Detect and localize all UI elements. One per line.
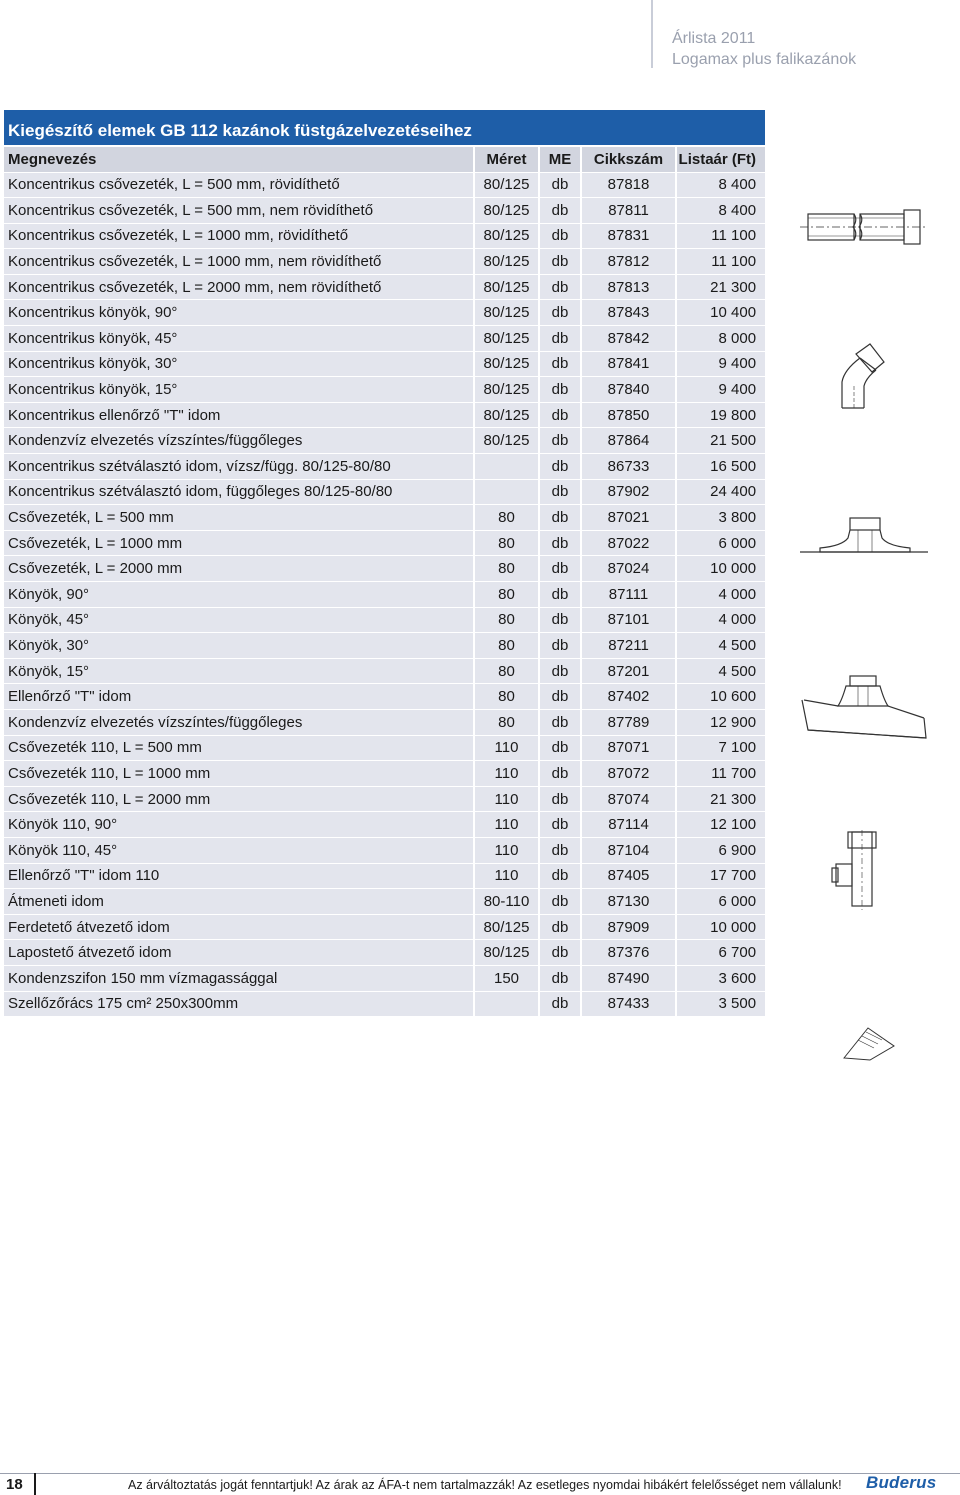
cell-size: 110 <box>474 786 539 812</box>
cell-unit: db <box>539 991 581 1017</box>
cell-name: Koncentrikus szétválasztó idom, vízsz/függ. 80/125-80/80 <box>4 454 474 480</box>
cell-code: 87909 <box>581 914 676 940</box>
price-table <box>4 110 765 1017</box>
cell-code: 87101 <box>581 607 676 633</box>
table-row <box>4 658 765 684</box>
cell-price: 3 800 <box>676 505 765 531</box>
cell-unit: db <box>539 300 581 326</box>
column-header-name: Megnevezés <box>4 146 474 172</box>
cell-size: 80/125 <box>474 377 539 403</box>
cell-name: Lapostető átvezető idom <box>4 940 474 966</box>
cell-code: 87071 <box>581 735 676 761</box>
cell-price: 8 000 <box>676 326 765 352</box>
cell-unit: db <box>539 889 581 915</box>
cell-size: 80/125 <box>474 914 539 940</box>
cell-name: Csővezeték, L = 2000 mm <box>4 556 474 582</box>
cell-price: 4 500 <box>676 633 765 659</box>
cell-code: 87864 <box>581 428 676 454</box>
cell-unit: db <box>539 377 581 403</box>
table-row <box>4 684 765 710</box>
cell-name: Kondenzvíz elvezetés vízszíntes/függőleges <box>4 709 474 735</box>
cell-price: 9 400 <box>676 377 765 403</box>
table-row <box>4 633 765 659</box>
cell-unit: db <box>539 556 581 582</box>
cell-price: 4 000 <box>676 582 765 608</box>
header-divider <box>651 0 653 68</box>
cell-unit: db <box>539 735 581 761</box>
cell-price: 12 900 <box>676 709 765 735</box>
cell-unit: db <box>539 172 581 198</box>
footer-disclaimer: Az árváltoztatás jogát fenntartjuk! Az árak az ÁFA-t nem tartalmazzák! Az esetleges nyomdai hibákért felelősséget nem vállalunk! <box>128 1478 842 1492</box>
cell-size: 80 <box>474 505 539 531</box>
cell-code: 87022 <box>581 530 676 556</box>
cell-name: Kondenzvíz elvezetés vízszíntes/függőleges <box>4 428 474 454</box>
cell-unit: db <box>539 326 581 352</box>
cell-size: 80/125 <box>474 326 539 352</box>
table-row <box>4 761 765 787</box>
cell-name: Kondenzszifon 150 mm vízmagassággal <box>4 965 474 991</box>
table-row <box>4 274 765 300</box>
column-header-size: Méret <box>474 146 539 172</box>
cell-price: 16 500 <box>676 454 765 480</box>
cell-code: 87840 <box>581 377 676 403</box>
concentric-elbow-drawing <box>830 342 892 410</box>
cell-unit: db <box>539 786 581 812</box>
table-row <box>4 172 765 198</box>
cell-size: 110 <box>474 761 539 787</box>
cell-unit: db <box>539 428 581 454</box>
cell-price: 10 400 <box>676 300 765 326</box>
cell-code: 87902 <box>581 479 676 505</box>
cell-unit: db <box>539 607 581 633</box>
table-row <box>4 351 765 377</box>
table-row <box>4 249 765 275</box>
cell-size: 80 <box>474 582 539 608</box>
table-row <box>4 454 765 480</box>
cell-name: Csővezeték, L = 1000 mm <box>4 530 474 556</box>
cell-price: 9 400 <box>676 351 765 377</box>
cell-unit: db <box>539 658 581 684</box>
cell-size: 80/125 <box>474 402 539 428</box>
cell-unit: db <box>539 505 581 531</box>
cell-name: Csővezeték, L = 500 mm <box>4 505 474 531</box>
cell-price: 4 000 <box>676 607 765 633</box>
table-row <box>4 940 765 966</box>
cell-price: 3 500 <box>676 991 765 1017</box>
table-row <box>4 914 765 940</box>
cell-unit: db <box>539 479 581 505</box>
cell-unit: db <box>539 914 581 940</box>
cell-size: 110 <box>474 837 539 863</box>
pitched-roof-flashing-drawing <box>798 670 930 740</box>
table-row <box>4 505 765 531</box>
cell-unit: db <box>539 812 581 838</box>
table-row <box>4 812 765 838</box>
cell-size: 80/125 <box>474 428 539 454</box>
brand-logo: Buderus <box>866 1473 937 1492</box>
cell-code: 87405 <box>581 863 676 889</box>
table-row <box>4 223 765 249</box>
cell-price: 17 700 <box>676 863 765 889</box>
cell-price: 19 800 <box>676 402 765 428</box>
table-row <box>4 863 765 889</box>
cell-price: 21 300 <box>676 274 765 300</box>
cell-price: 10 000 <box>676 914 765 940</box>
cell-name: Koncentrikus könyök, 30° <box>4 351 474 377</box>
cell-size: 80/125 <box>474 198 539 224</box>
cell-code: 87789 <box>581 709 676 735</box>
cell-size: 110 <box>474 812 539 838</box>
cell-name: Koncentrikus könyök, 90° <box>4 300 474 326</box>
cell-unit: db <box>539 940 581 966</box>
cell-name: Csővezeték 110, L = 500 mm <box>4 735 474 761</box>
cell-price: 12 100 <box>676 812 765 838</box>
cell-code: 87818 <box>581 172 676 198</box>
table-row <box>4 198 765 224</box>
cell-name: Könyök, 15° <box>4 658 474 684</box>
cell-code: 87402 <box>581 684 676 710</box>
table-row <box>4 428 765 454</box>
cell-price: 3 600 <box>676 965 765 991</box>
document-header <box>672 28 952 70</box>
cell-name: Koncentrikus csővezeték, L = 500 mm, rövidíthető <box>4 172 474 198</box>
cell-name: Ferdetető átvezető idom <box>4 914 474 940</box>
cell-unit: db <box>539 684 581 710</box>
cell-name: Csővezeték 110, L = 1000 mm <box>4 761 474 787</box>
cell-unit: db <box>539 965 581 991</box>
cell-price: 8 400 <box>676 198 765 224</box>
cell-size: 80/125 <box>474 274 539 300</box>
cell-name: Koncentrikus szétválasztó idom, függőleges 80/125-80/80 <box>4 479 474 505</box>
cell-size: 80 <box>474 658 539 684</box>
table-row <box>4 991 765 1017</box>
cell-code: 87831 <box>581 223 676 249</box>
cell-name: Koncentrikus csővezeték, L = 1000 mm, nem rövidíthető <box>4 249 474 275</box>
header-title: Árlista 2011 <box>672 30 756 47</box>
cell-price: 10 600 <box>676 684 765 710</box>
cell-code: 87104 <box>581 837 676 863</box>
cell-code: 86733 <box>581 454 676 480</box>
cell-code: 87111 <box>581 582 676 608</box>
footer-divider <box>0 1473 960 1474</box>
cell-price: 6 000 <box>676 530 765 556</box>
cell-unit: db <box>539 582 581 608</box>
header-subtitle: Logamax plus falikazánok <box>672 51 857 68</box>
cell-name: Koncentrikus csővezeték, L = 2000 mm, nem rövidíthető <box>4 274 474 300</box>
cell-price: 11 700 <box>676 761 765 787</box>
cell-code: 87812 <box>581 249 676 275</box>
table-row <box>4 889 765 915</box>
table-row <box>4 786 765 812</box>
cell-unit: db <box>539 709 581 735</box>
cell-name: Ellenőrző "T" idom <box>4 684 474 710</box>
cell-price: 11 100 <box>676 249 765 275</box>
table-row <box>4 735 765 761</box>
cell-size: 80/125 <box>474 249 539 275</box>
cell-code: 87130 <box>581 889 676 915</box>
cell-unit: db <box>539 274 581 300</box>
cell-code: 87024 <box>581 556 676 582</box>
table-row <box>4 326 765 352</box>
cell-unit: db <box>539 198 581 224</box>
cell-name: Ellenőrző "T" idom 110 <box>4 863 474 889</box>
table-row <box>4 300 765 326</box>
ventilation-grille-drawing <box>838 1020 900 1064</box>
cell-size: 150 <box>474 965 539 991</box>
cell-unit: db <box>539 530 581 556</box>
cell-size: 80 <box>474 556 539 582</box>
cell-name: Könyök 110, 45° <box>4 837 474 863</box>
cell-size <box>474 991 539 1017</box>
cell-size: 80 <box>474 633 539 659</box>
table-row <box>4 377 765 403</box>
cell-price: 10 000 <box>676 556 765 582</box>
cell-name: Könyök, 45° <box>4 607 474 633</box>
concentric-pipe-drawing <box>800 204 928 250</box>
cell-size: 80-110 <box>474 889 539 915</box>
cell-code: 87490 <box>581 965 676 991</box>
table-row <box>4 402 765 428</box>
table-title-row <box>4 110 765 146</box>
cell-name: Szellőzőrács 175 cm² 250x300mm <box>4 991 474 1017</box>
cell-code: 87433 <box>581 991 676 1017</box>
cell-size: 110 <box>474 863 539 889</box>
table-row <box>4 582 765 608</box>
cell-unit: db <box>539 633 581 659</box>
table-header-row <box>4 146 765 172</box>
cell-unit: db <box>539 351 581 377</box>
cell-name: Koncentrikus ellenőrző "T" idom <box>4 402 474 428</box>
cell-price: 11 100 <box>676 223 765 249</box>
flat-roof-flashing-drawing <box>800 516 928 556</box>
cell-name: Könyök, 30° <box>4 633 474 659</box>
cell-name: Könyök 110, 90° <box>4 812 474 838</box>
cell-code: 87211 <box>581 633 676 659</box>
cell-size <box>474 454 539 480</box>
cell-size: 80/125 <box>474 223 539 249</box>
cell-price: 7 100 <box>676 735 765 761</box>
column-header-price: Listaár (Ft) <box>676 146 765 172</box>
table-row <box>4 837 765 863</box>
cell-size: 110 <box>474 735 539 761</box>
cell-size: 80/125 <box>474 351 539 377</box>
cell-size: 80/125 <box>474 172 539 198</box>
cell-unit: db <box>539 837 581 863</box>
cell-price: 6 000 <box>676 889 765 915</box>
table-row <box>4 965 765 991</box>
cell-code: 87811 <box>581 198 676 224</box>
column-header-unit: ME <box>539 146 581 172</box>
cell-code: 87072 <box>581 761 676 787</box>
cell-price: 24 400 <box>676 479 765 505</box>
cell-name: Koncentrikus könyök, 45° <box>4 326 474 352</box>
cell-size: 80 <box>474 684 539 710</box>
table-row <box>4 607 765 633</box>
cell-name: Koncentrikus csővezeték, L = 500 mm, nem rövidíthető <box>4 198 474 224</box>
cell-price: 4 500 <box>676 658 765 684</box>
cell-unit: db <box>539 863 581 889</box>
cell-code: 87842 <box>581 326 676 352</box>
cell-size: 80 <box>474 709 539 735</box>
cell-code: 87813 <box>581 274 676 300</box>
table-row <box>4 479 765 505</box>
cell-size: 80 <box>474 607 539 633</box>
cell-price: 6 900 <box>676 837 765 863</box>
cell-name: Koncentrikus csővezeték, L = 1000 mm, rövidíthető <box>4 223 474 249</box>
cell-code: 87841 <box>581 351 676 377</box>
cell-code: 87114 <box>581 812 676 838</box>
cell-code: 87843 <box>581 300 676 326</box>
cell-code: 87850 <box>581 402 676 428</box>
table-row <box>4 530 765 556</box>
cell-unit: db <box>539 249 581 275</box>
cell-price: 21 300 <box>676 786 765 812</box>
cell-name: Könyök, 90° <box>4 582 474 608</box>
cell-code: 87376 <box>581 940 676 966</box>
cell-size: 80/125 <box>474 300 539 326</box>
page-number: 18 <box>6 1476 23 1493</box>
cell-size <box>474 479 539 505</box>
table-title: Kiegészítő elemek GB 112 kazánok füstgázelvezetéseihez <box>4 110 765 146</box>
cell-name: Átmeneti idom <box>4 889 474 915</box>
cell-name: Csővezeték 110, L = 2000 mm <box>4 786 474 812</box>
cell-code: 87074 <box>581 786 676 812</box>
cell-code: 87021 <box>581 505 676 531</box>
cell-unit: db <box>539 761 581 787</box>
cell-size: 80 <box>474 530 539 556</box>
cell-price: 8 400 <box>676 172 765 198</box>
cell-size: 80/125 <box>474 940 539 966</box>
cell-code: 87201 <box>581 658 676 684</box>
table-row <box>4 556 765 582</box>
inspection-tee-drawing <box>830 830 892 910</box>
column-header-code: Cikkszám <box>581 146 676 172</box>
cell-unit: db <box>539 454 581 480</box>
cell-price: 6 700 <box>676 940 765 966</box>
cell-unit: db <box>539 223 581 249</box>
table-row <box>4 709 765 735</box>
cell-name: Koncentrikus könyök, 15° <box>4 377 474 403</box>
cell-unit: db <box>539 402 581 428</box>
cell-price: 21 500 <box>676 428 765 454</box>
